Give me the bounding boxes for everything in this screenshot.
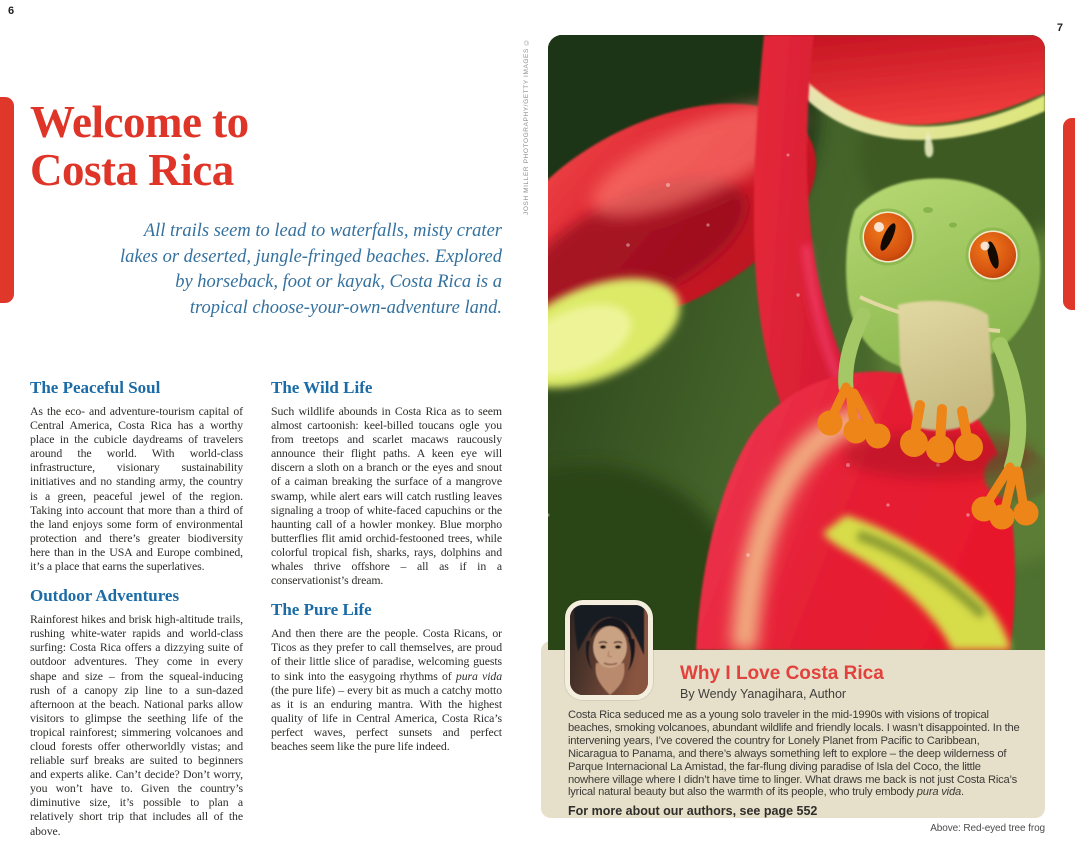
section-pure-life	[271, 600, 502, 753]
photo-caption: Above: Red-eyed tree frog	[930, 823, 1045, 834]
author-box-heading: Why I Love Costa Rica	[680, 663, 884, 684]
section-body: As the eco- and adventure-tourism capital of Central America, Costa Rica has a worthy place in the cubicle daydreams of travelers around the world. With world-class infrastructure, visionary sustainability initiatives and no standing army, the country is a green, peaceful jewel of the region. Taking into account that more than a third of the land enjoys some form of environmental protection and there’s greater biodiversity here than in the USA and Europe combined, it’s a place that earns the superlatives.	[30, 404, 243, 574]
frog-photo	[548, 35, 1045, 650]
page-title-line1: Welcome to	[30, 97, 249, 147]
frog-eye-left	[861, 210, 915, 264]
body-text: (the pure life) – every bit as much a catchy motto as it is an enduring mantra. With the highest quality of life in Central America, Costa Rica’s perfect waves, perfect sunsets and perfect beaches seem like the pure life indeed.	[271, 682, 502, 753]
chapter-tab-right	[1063, 118, 1075, 310]
page-number-right: 7	[1056, 22, 1063, 34]
body-text: .	[961, 786, 964, 799]
author-byline: By Wendy Yanagihara, Author	[680, 687, 847, 701]
section-outdoor-adventures	[30, 586, 243, 838]
section-body: Such wildlife abounds in Costa Rica as to seem almost cartoonish: keel-billed toucans ogle you from treetops and scarlet macaws raucously announce their flight paths. A keen eye will discern a sloth on a branch or the eyes and snout of a caiman breaking the surface of a mangrove swamp, while alert ears will catch rustling leaves signaling a troop of white-faced capuchins or the haunting call of a howler monkey. Blue morpho butterflies flit amid orchid-festooned trees, while colorful tropical fish, sharks, rays, dolphins and whales thrive offshore – all as if in a conservationist’s dream.	[271, 404, 502, 588]
author-box-footer: For more about our authors, see page 552	[568, 804, 818, 819]
section-heading: The Pure Life	[271, 600, 372, 620]
page-title-line2: Costa Rica	[30, 145, 234, 195]
page-number-left: 6	[8, 5, 15, 17]
photo-credit: JOSH MILLER PHOTOGRAPHY/GETTY IMAGES ©	[523, 38, 530, 215]
frog-eye-right	[967, 229, 1019, 281]
section-heading: The Wild Life	[271, 378, 373, 397]
intro-text: All trails seem to lead to waterfalls, misty crater lakes or deserted, jungle-fringed beaches. Explored by horseback, foot or kayak, Costa Rica is a tropical choose-your-own-adventure land.	[119, 221, 502, 318]
column-left	[30, 378, 243, 851]
frog-photo-illustration	[548, 35, 1045, 650]
author-box-body	[568, 709, 1021, 799]
author-avatar	[565, 600, 653, 700]
chapter-tab-left	[0, 97, 14, 303]
body-text: And then there are the people. Costa Ricans, or Ticos as they prefer to call themselves, are proud of their little slice of paradise, welcoming guests to sink into the easygoing rhythms of	[271, 626, 502, 683]
section-wild-life	[271, 378, 502, 587]
section-peaceful-soul	[30, 378, 243, 573]
body-italic-phrase: pura vida	[916, 786, 962, 799]
author-portrait-illustration	[570, 605, 648, 695]
section-body	[271, 626, 502, 753]
section-body: Rainforest hikes and brisk high-altitude trails, rushing white-water rapids and world-class surfing: Costa Rica offers a dizzying suite of outdoor adventures. They come in every shape and size – from the squeal-inducing rush of a canopy zip line to a sun-dazed afternoon at the beach. National parks allow visitors to glimpse the seething life of the tropical rainforest; simmering volcanoes and cloud forests offer otherworldly vistas; and reliable surf breaks are suited to beginners and experts alike. Can’t decide? Don’t worry, you won’t have to. Given the country’s diminutive size, it’s possible to plan a relatively short trip that includes all of the above.	[30, 612, 243, 838]
section-heading: Outdoor Adventures	[30, 586, 180, 606]
section-heading: The Peaceful Soul	[30, 378, 161, 397]
body-italic-phrase: pura vida	[455, 668, 502, 683]
column-right	[271, 378, 502, 766]
body-text: Costa Rica seduced me as a young solo traveler in the mid-1990s with visions of tropical beaches, smoking volcanoes, abundant wildlife and friendly locals. I wasn’t disappointed. In the intervening years, I’ve covered the country for Lonely Planet from Pacific to Caribbean, Nicaragua to Panama, and there’s always something left to explore – the deep wilderness of Parque Internacional La Amistad, the far-flung diving paradise of Isla del Coco, the little nowhere village where I didn’t have time to linger. What draws me back is not just Costa Rica’s lyrical natural beauty but also the warmth of its people, who truly embody	[568, 709, 1020, 799]
page-title	[30, 98, 249, 194]
